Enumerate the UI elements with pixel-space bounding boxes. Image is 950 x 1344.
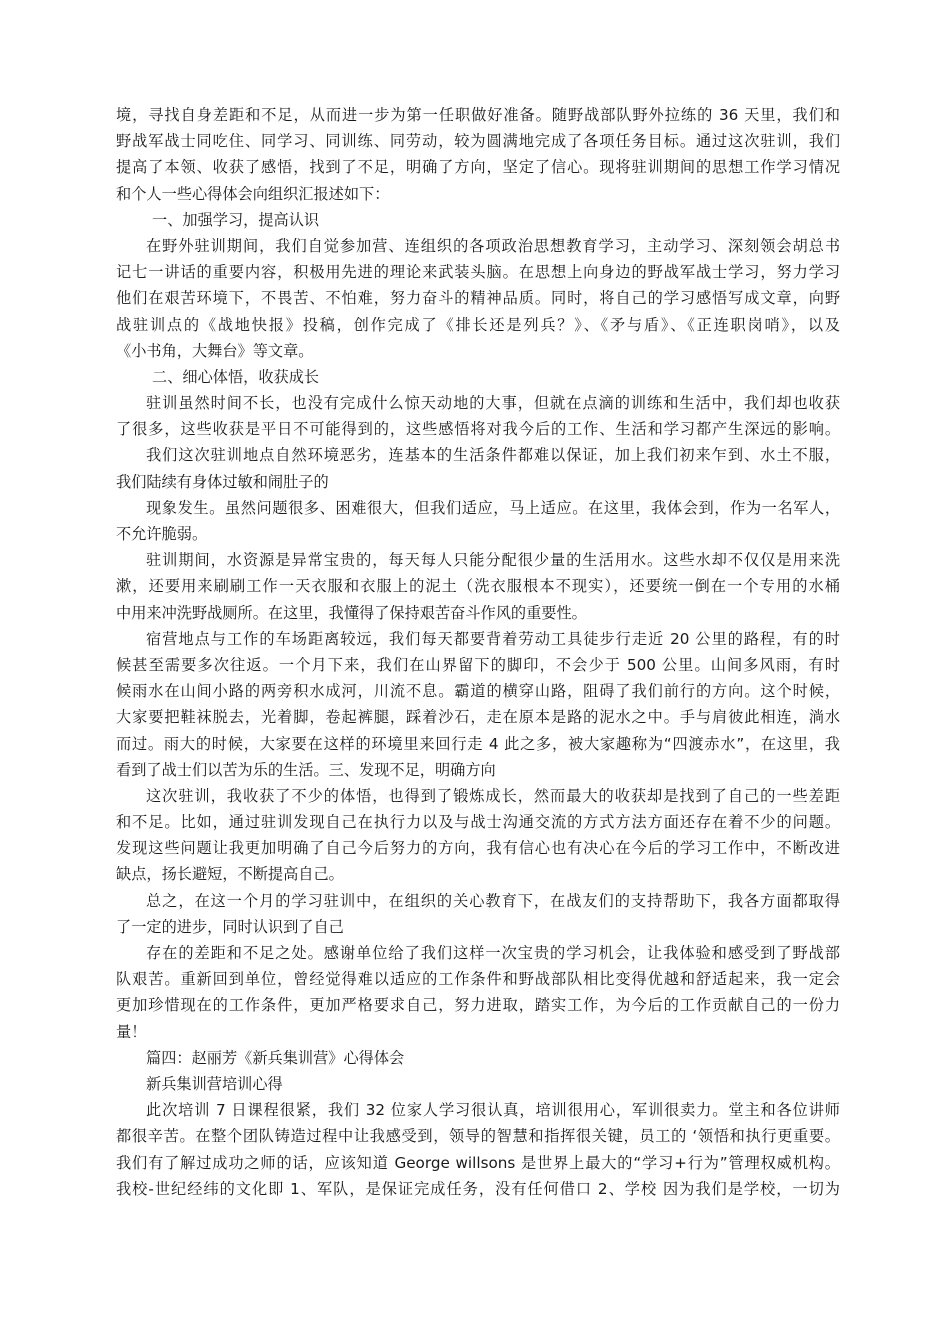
text-line: 我们这次驻训地点自然环境恶劣，连基本的生活条件都难以保证，加上我们初来乍到、水土不服，: [146, 446, 840, 465]
text-line: 战驻训点的《战地快报》投稿，创作完成了《排长还是列兵？》、《矛与盾》、《正连职岗哨》，以及: [116, 315, 840, 334]
text-line: 此次培训 7 日课程很紧，我们 32 位家人学习很认真，培训很用心，军训很卖力。堂主和各位讲师: [146, 1101, 840, 1120]
text-line: 记七一讲话的重要内容，积极用先进的理论来武装头脑。在思想上向身边的野战军战士学习，努力学习: [116, 263, 840, 282]
text-line: 看到了战士们以苦为乐的生活。三、发现不足，明确方向: [116, 760, 496, 779]
text-line: 都很辛苦。在整个团队铸造过程中让我感受到，领导的智慧和指挥很关键，员工的 ‘领悟和执行更重要。: [116, 1127, 840, 1146]
text-line: 发现这些问题让我更加明确了自己今后努力的方向，我有信心也有决心在今后的学习工作中，不断改进: [116, 839, 840, 858]
text-line: 我们陆续有身体过敏和闹肚子的: [116, 472, 329, 491]
text-line: 和不足。比如，通过驻训发现自己在执行力以及与战士沟通交流的方式方法方面还存在着不少的问题。: [116, 813, 840, 832]
text-line: 大家要把鞋袜脱去，光着脚，卷起裤腿，踩着沙石，走在原本是路的泥水之中。手与肩彼此相连，淌水: [116, 708, 840, 727]
document-page: [116, 102, 840, 1202]
text-line: 现象发生。虽然问题很多、困难很大，但我们适应，马上适应。在这里，我体会到，作为一名军人，: [146, 498, 840, 517]
text-line: 和个人一些心得体会向组织汇报述如下：: [116, 184, 390, 203]
text-line: 我校-世纪经纬的文化即 1、军队，是保证完成任务，没有任何借口 2、学校 因为我们是学校，一切为: [116, 1179, 840, 1198]
text-line: 而过。雨大的时候，大家要在这样的环境里来回行走 4 此之多，被大家趣称为“四渡赤水”，在这里，我: [116, 734, 840, 753]
text-line: 我们有了解过成功之师的话，应该知道 George willsons 是世界上最大的“学习+行为”管理权威机构。: [116, 1153, 840, 1172]
text-line: 不允许脆弱。: [116, 525, 208, 543]
text-line: 中用来冲洗野战厕所。在这里，我懂得了保持艰苦奋斗作风的重要性。: [116, 603, 587, 622]
text-line: 篇四：赵丽芳《新兵集训营》心得体会: [146, 1048, 405, 1067]
text-line: 二、细心体悟，收获成长: [152, 367, 320, 386]
text-line: 新兵集训营培训心得: [146, 1074, 283, 1093]
text-line: 存在的差距和不足之处。感谢单位给了我们这样一次宝贵的学习机会，让我体验和感受到了野战部: [146, 944, 840, 962]
text-line: 候甚至需要多次往返。一个月下来，我们在山界留下的脚印，不会少于 500 公里。山间多风雨，有时: [116, 655, 840, 674]
text-line: 驻训期间，水资源是异常宝贵的，每天每人只能分配很少量的生活用水。这些水却不仅仅是用来洗: [146, 551, 840, 570]
text-line: 这次驻训，我收获了不少的体悟，也得到了锻炼成长，然而最大的收获却是找到了自己的一些差距: [146, 786, 840, 805]
text-line: 更加珍惜现在的工作条件，更加严格要求自己，努力进取，踏实工作，为今后的工作贡献自己的一份力: [116, 996, 840, 1015]
text-line: 驻训虽然时间不长，也没有完成什么惊天动地的大事，但就在点滴的训练和生活中，我们却也收获: [146, 394, 840, 413]
text-line: 候雨水在山间小路的两旁积水成河，川流不息。霸道的横穿山路，阻碍了我们前行的方向。这个时候，: [116, 682, 840, 701]
text-line: 在野外驻训期间，我们自觉参加营、连组织的各项政治思想教育学习，主动学习、深刻领会胡总书: [146, 236, 840, 255]
text-line: 量！: [116, 1022, 147, 1041]
text-line: 了很多，这些收获是平日不可能得到的，这些感悟将对我今后的工作、生活和学习都产生深远的影响。: [116, 420, 840, 439]
text-line: 《小书角，大舞台》等文章。: [116, 341, 314, 360]
text-line: 漱，还要用来刷刷工作一天衣服和衣服上的泥土（洗衣服根本不现实），还要统一倒在一个专用的水桶: [116, 577, 840, 596]
text-line: 队艰苦。重新回到单位，曾经觉得难以适应的工作条件和野战部队相比变得优越和舒适起来，我一定会: [116, 970, 840, 989]
text-line: 野战军战士同吃住、同学习、同训练、同劳动，较为圆满地完成了各项任务目标。通过这次驻训，我们: [116, 132, 840, 151]
text-line: 缺点，扬长避短，不断提高自己。: [116, 865, 344, 884]
text-line: 宿营地点与工作的车场距离较远，我们每天都要背着劳动工具徒步行走近 20 公里的路程，有的时: [146, 629, 840, 648]
text-line: 境，寻找自身差距和不足，从而进一步为第一任职做好准备。随野战部队野外拉练的 36 天里，我们和: [116, 106, 840, 124]
text-line: 提高了本领、收获了感悟，找到了不足，明确了方向，坚定了信心。现将驻训期间的思想工作学习情况: [116, 158, 840, 177]
text-line: 了一定的进步，同时认识到了自己: [116, 917, 344, 936]
text-line: 一、加强学习，提高认识: [152, 210, 320, 229]
text-line: 他们在艰苦环境下，不畏苦、不怕难，努力奋斗的精神品质。同时，将自己的学习感悟写成文章，向野: [116, 289, 840, 308]
text-line: 总之，在这一个月的学习驻训中，在组织的关心教育下，在战友们的支持帮助下，我各方面都取得: [146, 891, 840, 910]
